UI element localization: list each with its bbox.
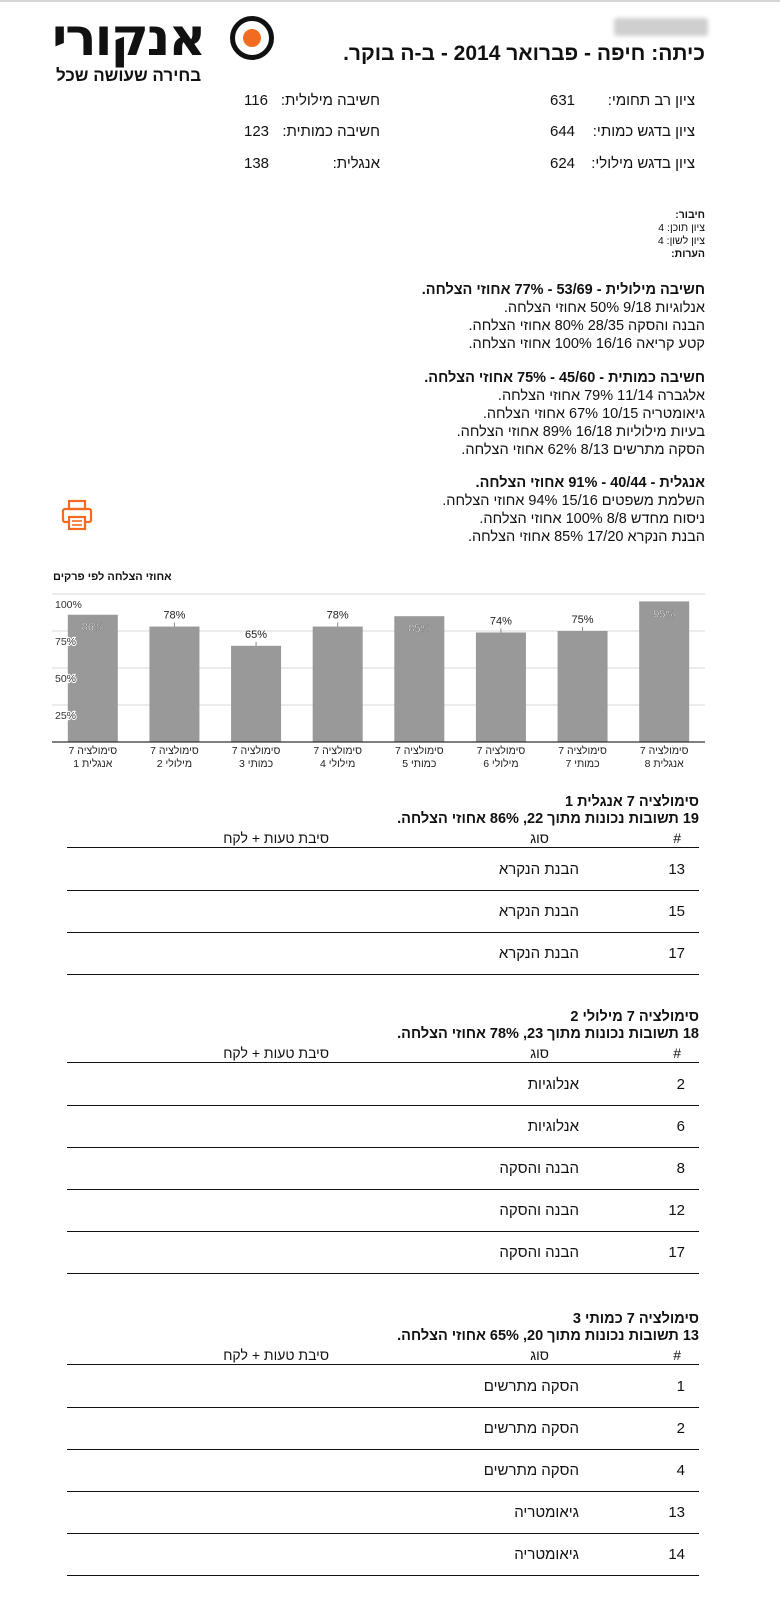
row-num: 6 bbox=[676, 1118, 685, 1135]
x-tick-label: מילולי 2 bbox=[156, 758, 193, 770]
table-row bbox=[67, 933, 699, 975]
score-label: ציון בדגש כמותי: bbox=[592, 123, 695, 140]
x-tick-label: מילולי 4 bbox=[320, 758, 356, 770]
row-type: הסקה מתרשים bbox=[483, 1420, 579, 1437]
table-row bbox=[67, 891, 699, 933]
table-header bbox=[67, 1347, 699, 1365]
table-row bbox=[67, 1190, 699, 1232]
logo-circle-icon bbox=[230, 16, 274, 60]
x-tick-label: סימולציה 7 bbox=[395, 745, 444, 757]
x-tick-label: כמותי 7 bbox=[565, 758, 600, 770]
mistakes-table-3 bbox=[67, 1310, 699, 1580]
table-row bbox=[67, 1148, 699, 1190]
table-header bbox=[67, 830, 699, 848]
section-line: אלגברה 11/14 79% אחוזי הצלחה. bbox=[497, 388, 705, 404]
score-quant bbox=[550, 123, 695, 140]
table-title: סימולציה 7 מילולי 2 bbox=[570, 1009, 699, 1025]
section-line: הסקה מתרשים 8/13 62% אחוזי הצלחה. bbox=[461, 442, 705, 458]
row-num: 1 bbox=[676, 1378, 685, 1395]
row-type: גיאומטריה bbox=[514, 1546, 579, 1563]
section-heading: אנגלית - 40/44 - 91% אחוזי הצלחה. bbox=[475, 475, 705, 491]
header-type: סוג bbox=[530, 830, 549, 846]
chart-bar bbox=[639, 601, 689, 742]
x-tick-label: סימולציה 7 bbox=[476, 745, 526, 757]
row-type: הבנת הנקרא bbox=[498, 945, 579, 962]
table-row bbox=[67, 1492, 699, 1534]
bar-value-label: 75% bbox=[571, 614, 594, 626]
row-num: 12 bbox=[668, 1202, 685, 1219]
page-title: כיתה: חיפה - פברואר 2014 - ב-ה בוקר. bbox=[343, 42, 705, 65]
table-row bbox=[67, 1450, 699, 1492]
y-tick-label: 50% bbox=[55, 673, 77, 685]
score-label: ציון רב תחומי: bbox=[607, 92, 695, 109]
x-tick-label: אנגלית 8 bbox=[644, 758, 684, 770]
mistakes-table-1 bbox=[67, 793, 699, 978]
x-tick-label: סימולציה 7 bbox=[150, 745, 199, 757]
section-line: גיאומטריה 10/15 67% אחוזי הצלחה. bbox=[482, 406, 705, 422]
score-label: חשיבה מילולית: bbox=[280, 92, 380, 109]
row-num: 2 bbox=[676, 1420, 685, 1437]
table-row bbox=[67, 1366, 699, 1408]
header-reason: סיבת טעות + לקח bbox=[223, 1347, 329, 1363]
row-type: אנלוגיות bbox=[527, 1076, 579, 1093]
x-tick-label: כמותי 5 bbox=[402, 758, 437, 770]
table-title: סימולציה 7 כמותי 3 bbox=[572, 1311, 699, 1327]
table-row bbox=[67, 1534, 699, 1576]
x-tick-label: סימולציה 7 bbox=[313, 745, 362, 757]
row-num: 13 bbox=[668, 1504, 685, 1521]
score-value: 644 bbox=[550, 123, 576, 140]
row-type: הבנה והסקה bbox=[499, 1244, 579, 1261]
header-reason: סיבת טעות + לקח bbox=[223, 1045, 329, 1061]
header-type: סוג bbox=[530, 1045, 549, 1061]
logo-tagline: בחירה שעושה שכל bbox=[56, 66, 202, 85]
x-tick-label: סימולציה 7 bbox=[558, 745, 607, 757]
section-heading: חשיבה מילולית - 53/69 - 77% אחוזי הצלחה. bbox=[421, 282, 705, 298]
row-type: הבנת הנקרא bbox=[498, 861, 579, 878]
chart-bar bbox=[231, 646, 281, 742]
score-multi bbox=[550, 92, 695, 109]
student-name-blurred bbox=[614, 18, 708, 36]
row-type: הסקה מתרשים bbox=[483, 1378, 579, 1395]
logo bbox=[52, 8, 274, 85]
row-num: 17 bbox=[668, 1244, 685, 1261]
chart-bar bbox=[476, 632, 526, 742]
table-row bbox=[67, 1064, 699, 1106]
section-line: אנלוגיות 9/18 50% אחוזי הצלחה. bbox=[503, 300, 705, 316]
mistakes-table-2 bbox=[67, 1008, 699, 1278]
table-summary: 18 תשובות נכונות מתוך 23, 78% אחוזי הצלחה. bbox=[397, 1026, 699, 1042]
table-row bbox=[67, 1106, 699, 1148]
row-type: הסקה מתרשים bbox=[483, 1462, 579, 1479]
section-line: הבנה והסקה 28/35 80% אחוזי הצלחה. bbox=[468, 318, 705, 334]
header-reason: סיבת טעות + לקח bbox=[223, 830, 329, 846]
x-tick-label: כמותי 3 bbox=[238, 758, 274, 770]
bar-value-label: 65% bbox=[245, 628, 268, 641]
essay-language-score: ציון לשון: 4 bbox=[657, 235, 705, 247]
row-type: הבנה והסקה bbox=[499, 1202, 579, 1219]
table-row bbox=[67, 1408, 699, 1450]
x-tick-label: סימולציה 7 bbox=[68, 745, 118, 757]
bar-value-label: 78% bbox=[163, 609, 186, 622]
essay-content-score: ציון תוכן: 4 bbox=[658, 222, 705, 234]
y-tick-label: 75% bbox=[55, 636, 77, 648]
x-tick-label: סימולציה 7 bbox=[639, 745, 689, 757]
score-value: 123 bbox=[244, 123, 270, 140]
score-value: 116 bbox=[244, 92, 268, 109]
score-label: ציון בדגש מילולי: bbox=[591, 155, 695, 172]
row-num: 15 bbox=[668, 903, 685, 920]
bar-value-label: 85% bbox=[408, 623, 431, 636]
score-label: חשיבה כמותית: bbox=[282, 123, 380, 140]
x-tick-label: סימולציה 7 bbox=[231, 745, 281, 757]
score-verbal-thinking bbox=[244, 92, 380, 109]
table-header bbox=[67, 1045, 699, 1063]
header-num: # bbox=[673, 830, 681, 846]
bar-value-label: 78% bbox=[326, 609, 349, 622]
table-summary: 19 תשובות נכונות מתוך 22, 86% אחוזי הצלחה. bbox=[397, 811, 699, 827]
bar-value-label: 74% bbox=[489, 615, 512, 628]
printer-icon[interactable] bbox=[60, 498, 94, 532]
section-quant bbox=[424, 369, 705, 459]
score-label: אנגלית: bbox=[332, 155, 380, 172]
row-num: 2 bbox=[676, 1076, 685, 1093]
score-verbal bbox=[550, 155, 695, 172]
chart-bar bbox=[558, 631, 608, 742]
table-title: סימולציה 7 אנגלית 1 bbox=[565, 794, 699, 810]
header-num: # bbox=[673, 1045, 681, 1061]
score-value: 631 bbox=[550, 92, 576, 109]
table-row bbox=[67, 849, 699, 891]
section-line: קטע קריאה 16/16 100% אחוזי הצלחה. bbox=[468, 336, 705, 352]
row-num: 13 bbox=[668, 861, 685, 878]
success-rate-bar-chart bbox=[0, 580, 780, 780]
score-english bbox=[244, 155, 380, 172]
row-num: 8 bbox=[676, 1160, 685, 1177]
row-type: גיאומטריה bbox=[514, 1504, 579, 1521]
header-type: סוג bbox=[530, 1347, 549, 1363]
x-tick-label: אנגלית 1 bbox=[73, 758, 113, 770]
header-num: # bbox=[673, 1347, 681, 1363]
section-line: ניסוח מחדש 8/8 100% אחוזי הצלחה. bbox=[479, 511, 705, 527]
chart-title: אחוזי הצלחה לפי פרקים bbox=[53, 571, 172, 583]
row-num: 17 bbox=[668, 945, 685, 962]
logo-word: אנקורי bbox=[52, 8, 205, 68]
row-type: אנלוגיות bbox=[527, 1118, 579, 1135]
section-english bbox=[442, 474, 705, 546]
section-line: בעיות מילוליות 16/18 89% אחוזי הצלחה. bbox=[456, 424, 705, 440]
x-tick-label: מילולי 6 bbox=[483, 758, 519, 770]
y-tick-label: 25% bbox=[55, 710, 77, 722]
row-num: 4 bbox=[676, 1462, 685, 1479]
essay-heading: חיבור: bbox=[675, 209, 705, 221]
score-value: 624 bbox=[550, 155, 576, 172]
bar-value-label: 95% bbox=[653, 608, 676, 621]
section-heading: חשיבה כמותית - 45/60 - 75% אחוזי הצלחה. bbox=[424, 370, 705, 386]
bar-value-label: 86% bbox=[81, 621, 104, 634]
row-type: הבנה והסקה bbox=[499, 1160, 579, 1177]
chart-bar bbox=[149, 627, 199, 742]
essay-notes: הערות: bbox=[671, 248, 705, 260]
table-row bbox=[67, 1232, 699, 1274]
section-line: הבנת הנקרא 17/20 85% אחוזי הצלחה. bbox=[467, 529, 705, 545]
score-value: 138 bbox=[244, 155, 270, 172]
row-num: 14 bbox=[668, 1546, 685, 1563]
table-summary: 13 תשובות נכונות מתוך 20, 65% אחוזי הצלחה. bbox=[397, 1328, 699, 1344]
y-tick-label: 100% bbox=[55, 599, 82, 611]
top-border bbox=[0, 0, 780, 2]
row-type: הבנת הנקרא bbox=[498, 903, 579, 920]
chart-bar bbox=[313, 627, 363, 742]
score-quant-thinking bbox=[244, 123, 380, 140]
section-verbal bbox=[422, 281, 705, 353]
section-line: השלמת משפטים 15/16 94% אחוזי הצלחה. bbox=[442, 493, 705, 509]
